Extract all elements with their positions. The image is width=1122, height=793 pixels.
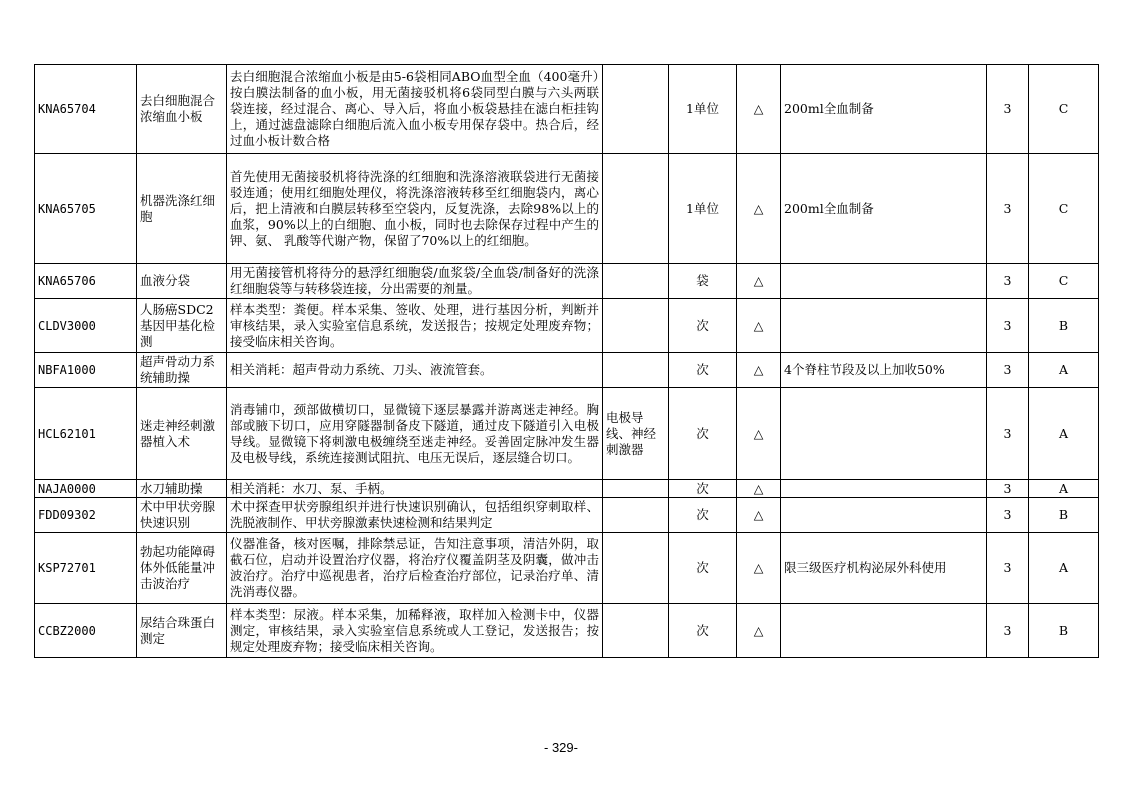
table-row [35, 299, 1099, 353]
pricing-unit: 次 [669, 604, 737, 658]
triangle-mark: △ [737, 264, 781, 299]
pricing-unit: 次 [669, 480, 737, 498]
item-content: 样本类型：粪便。样本采集、签收、处理，进行基因分析，判断并审核结果，录入实验室信息系统，发送报告；按规定处理废弃物；接受临床相关咨询。 [227, 299, 603, 353]
pricing-unit: 次 [669, 388, 737, 480]
excluded-items [603, 65, 669, 154]
item-content: 相关消耗：水刀、泵、手柄。 [227, 480, 603, 498]
level-value: 3 [987, 533, 1029, 604]
item-content: 消毒铺巾，颈部做横切口，显微镜下逐层暴露并游离迷走神经。胸部或腋下切口，应用穿隧器制备皮下隧道，通过皮下隧道引入电极导线。显微镜下将刺激电极缠绕至迷走神经。妥善固定脉冲发生器及电极导线，系统连接测试阻抗、电压无误后，逐层缝合切口。 [227, 388, 603, 480]
item-content: 样本类型：尿液。样本采集，加稀释液，取样加入检测卡中，仪器测定，审核结果，录入实验室信息系统或人工登记，发送报告；按规定处理废弃物；接受临床相关咨询。 [227, 604, 603, 658]
table-row [35, 65, 1099, 154]
item-note [781, 264, 987, 299]
grade-value: B [1029, 498, 1099, 533]
item-name: 术中甲状旁腺快速识别 [137, 498, 227, 533]
pricing-unit: 次 [669, 533, 737, 604]
item-code: CLDV3000 [35, 299, 137, 353]
level-value: 3 [987, 264, 1029, 299]
table-row [35, 353, 1099, 388]
item-name: 机器洗涤红细胞 [137, 154, 227, 264]
level-value: 3 [987, 388, 1029, 480]
item-content: 相关消耗：超声骨动力系统、刀头、液流管套。 [227, 353, 603, 388]
excluded-items: 电极导线、神经刺激器 [603, 388, 669, 480]
grade-value: C [1029, 154, 1099, 264]
triangle-mark: △ [737, 498, 781, 533]
item-code: KNA65705 [35, 154, 137, 264]
medical-service-items-table [34, 64, 1099, 658]
item-name: 超声骨动力系统辅助操 [137, 353, 227, 388]
pricing-unit: 次 [669, 299, 737, 353]
item-note: 4个脊柱节段及以上加收50% [781, 353, 987, 388]
item-note [781, 299, 987, 353]
item-code: FDD09302 [35, 498, 137, 533]
excluded-items [603, 604, 669, 658]
item-name: 水刀辅助操 [137, 480, 227, 498]
item-code: NBFA1000 [35, 353, 137, 388]
item-code: KNA65704 [35, 65, 137, 154]
table-row [35, 388, 1099, 480]
item-note [781, 480, 987, 498]
item-code: KNA65706 [35, 264, 137, 299]
triangle-mark: △ [737, 533, 781, 604]
triangle-mark: △ [737, 388, 781, 480]
item-note [781, 388, 987, 480]
level-value: 3 [987, 299, 1029, 353]
item-content: 首先使用无菌接驳机将待洗涤的红细胞和洗涤溶液联袋进行无菌接驳连通；使用红细胞处理仪，将洗涤溶液转移至红细胞袋内，离心后，把上清液和白膜层转移至空袋内，反复洗涤，去除98%以上的血浆，90%以上的白细胞、血小板，同时也去除保存过程中产生的钾、氨、 乳酸等代谢产物，保留了70%以上的红细胞。 [227, 154, 603, 264]
item-name: 去白细胞混合浓缩血小板 [137, 65, 227, 154]
excluded-items [603, 264, 669, 299]
item-note: 200ml全血制备 [781, 154, 987, 264]
excluded-items [603, 154, 669, 264]
table-row [35, 604, 1099, 658]
pricing-unit: 次 [669, 353, 737, 388]
excluded-items [603, 353, 669, 388]
item-note: 限三级医疗机构泌尿外科使用 [781, 533, 987, 604]
excluded-items [603, 480, 669, 498]
item-code: CCBZ2000 [35, 604, 137, 658]
item-note: 200ml全血制备 [781, 65, 987, 154]
excluded-items [603, 533, 669, 604]
pricing-unit: 1单位 [669, 154, 737, 264]
item-content: 术中探查甲状旁腺组织并进行快速识别确认，包括组织穿刺取样、洗脱液制作、甲状旁腺激素快速检测和结果判定 [227, 498, 603, 533]
triangle-mark: △ [737, 480, 781, 498]
excluded-items [603, 498, 669, 533]
table-row [35, 480, 1099, 498]
item-note [781, 604, 987, 658]
item-content: 仪器准备，核对医嘱，排除禁忌证，告知注意事项，清洁外阴，取截石位，启动并设置治疗仪器，将治疗仪覆盖阴茎及阴囊，做冲击波治疗。治疗中巡视患者，治疗后检查治疗部位，记录治疗单、清洗消毒仪器。 [227, 533, 603, 604]
triangle-mark: △ [737, 604, 781, 658]
pricing-unit: 袋 [669, 264, 737, 299]
table-row [35, 498, 1099, 533]
item-code: HCL62101 [35, 388, 137, 480]
item-content: 去白细胞混合浓缩血小板是由5-6袋相同ABO血型全血（400毫升）按白膜法制备的血小板，用无菌接驳机将6袋同型白膜与六头两联袋连接，经过混合、离心、导入后，将血小板袋悬挂在滤白柜挂钩上，通过滤盘滤除白细胞后流入血小板专用保存袋中。热合后，经过血小板计数合格 [227, 65, 603, 154]
item-content: 用无菌接管机将待分的悬浮红细胞袋/血浆袋/全血袋/制备好的洗涤红细胞袋等与转移袋连接，分出需要的剂量。 [227, 264, 603, 299]
level-value: 3 [987, 498, 1029, 533]
item-name: 血液分袋 [137, 264, 227, 299]
item-name: 人肠癌SDC2基因甲基化检测 [137, 299, 227, 353]
pricing-unit: 次 [669, 498, 737, 533]
level-value: 3 [987, 480, 1029, 498]
item-code: NAJA0000 [35, 480, 137, 498]
triangle-mark: △ [737, 299, 781, 353]
grade-value: A [1029, 533, 1099, 604]
item-table-wrapper [34, 64, 1098, 658]
level-value: 3 [987, 353, 1029, 388]
level-value: 3 [987, 65, 1029, 154]
table-row [35, 154, 1099, 264]
grade-value: A [1029, 353, 1099, 388]
table-row [35, 264, 1099, 299]
grade-value: A [1029, 480, 1099, 498]
item-name: 勃起功能障碍体外低能量冲击波治疗 [137, 533, 227, 604]
grade-value: C [1029, 264, 1099, 299]
item-code: KSP72701 [35, 533, 137, 604]
level-value: 3 [987, 604, 1029, 658]
level-value: 3 [987, 154, 1029, 264]
triangle-mark: △ [737, 65, 781, 154]
triangle-mark: △ [737, 353, 781, 388]
grade-value: C [1029, 65, 1099, 154]
table-row [35, 533, 1099, 604]
triangle-mark: △ [737, 154, 781, 264]
grade-value: B [1029, 604, 1099, 658]
item-name: 迷走神经刺激器植入术 [137, 388, 227, 480]
item-note [781, 498, 987, 533]
page-number: - 329- [544, 740, 578, 755]
excluded-items [603, 299, 669, 353]
item-name: 尿结合珠蛋白测定 [137, 604, 227, 658]
pricing-unit: 1单位 [669, 65, 737, 154]
grade-value: A [1029, 388, 1099, 480]
grade-value: B [1029, 299, 1099, 353]
